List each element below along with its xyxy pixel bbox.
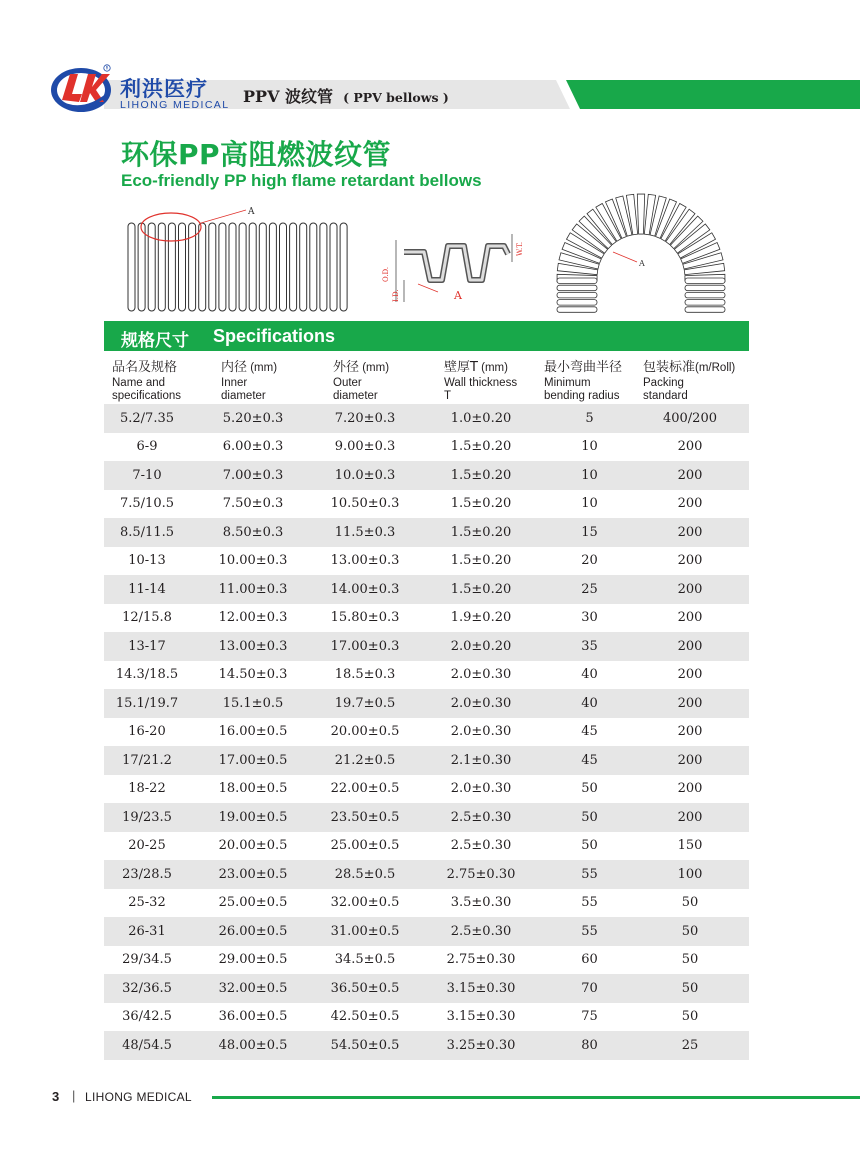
cell-bending-radius: 40: [581, 667, 598, 683]
specifications-banner: [104, 321, 749, 351]
cell-wall-thickness: 2.5±0.30: [450, 809, 512, 825]
cell-wall-thickness: 2.1±0.30: [450, 752, 512, 768]
cell-name: 23/28.5: [122, 866, 172, 882]
cell-name: 15.1/19.7: [115, 695, 179, 711]
footer-brand: LIHONG MEDICAL: [85, 1090, 192, 1104]
bellows-rib: [128, 223, 135, 311]
cell-outer-diameter: 19.7±0.5: [334, 695, 396, 711]
table-row: [104, 832, 749, 861]
cell-wall-thickness: 1.0±0.20: [450, 410, 512, 426]
cell-outer-diameter: 36.50±0.5: [330, 980, 400, 996]
footer-green-line: [212, 1096, 860, 1099]
cell-inner-diameter: 25.00±0.5: [218, 895, 288, 911]
cell-wall-thickness: 2.5±0.30: [450, 923, 512, 939]
cell-packing: 200: [677, 638, 703, 654]
table-row: [104, 547, 749, 576]
bellows-rib: [138, 223, 145, 311]
cell-packing: 200: [677, 667, 703, 683]
cell-bending-radius: 75: [581, 1009, 598, 1025]
cell-outer-diameter: 34.5±0.5: [334, 952, 396, 968]
cell-outer-diameter: 22.00±0.5: [330, 781, 400, 797]
cell-bending-radius: 50: [581, 809, 598, 825]
bent-bellows-leg-rib: [557, 285, 597, 291]
cell-bending-radius: 60: [581, 952, 598, 968]
bellows-rib: [219, 223, 226, 311]
cell-outer-diameter: 13.00±0.3: [330, 553, 400, 569]
cell-wall-thickness: 1.9±0.20: [450, 610, 512, 626]
page-number: 3: [52, 1089, 60, 1104]
cell-packing: 50: [681, 980, 699, 996]
bent-bellows-figure: [553, 186, 729, 316]
cell-wall-thickness: 2.5±0.30: [450, 838, 512, 854]
cell-outer-diameter: 31.00±0.5: [330, 923, 400, 939]
col-en: Minimum bending radius: [544, 377, 620, 402]
cell-packing: 50: [681, 1009, 699, 1025]
cell-wall-thickness: 3.15±0.30: [446, 1009, 516, 1025]
cell-packing: 200: [677, 695, 703, 711]
cell-inner-diameter: 48.00±0.5: [218, 1037, 288, 1053]
bellows-rib: [310, 223, 317, 311]
cell-packing: 200: [677, 752, 703, 768]
spec-heading-en: Specifications: [213, 326, 336, 346]
cell-bending-radius: 10: [581, 467, 598, 483]
cross-section-figure: [382, 222, 532, 304]
bellows-rib: [320, 223, 327, 311]
cell-outer-diameter: 9.00±0.3: [334, 439, 396, 455]
table-row: [104, 775, 749, 804]
cell-name: 20-25: [128, 838, 166, 854]
cell-wall-thickness: 1.5±0.20: [450, 439, 512, 455]
bellows-rib: [280, 223, 287, 311]
bent-bellows-leg-rib: [685, 307, 725, 313]
product-title-en: Eco-friendly PP high flame retardant bellows: [121, 171, 482, 190]
bellows-rib: [269, 223, 276, 311]
bent-bellows-leg-rib: [685, 285, 725, 291]
cell-packing: 25: [681, 1037, 699, 1053]
col-en: Name and specifications: [112, 377, 182, 402]
table-row: [104, 803, 749, 832]
cell-outer-diameter: 10.50±0.3: [330, 496, 400, 512]
cell-outer-diameter: 23.50±0.5: [330, 809, 400, 825]
cell-packing: 200: [677, 809, 703, 825]
cell-inner-diameter: 36.00±0.5: [218, 1009, 288, 1025]
col-en: Outer diameter: [333, 377, 378, 402]
cell-packing: 200: [677, 553, 703, 569]
specifications-table: [104, 404, 749, 1060]
bent-bellows-leg-rib: [685, 292, 725, 298]
label-id: I.D.: [392, 289, 400, 302]
header-green-band: [566, 80, 860, 109]
cell-name: 19/23.5: [122, 809, 172, 825]
table-row: [104, 974, 749, 1003]
cell-bending-radius: 70: [581, 980, 598, 996]
cell-name: 29/34.5: [122, 952, 172, 968]
spec-heading-cn: 规格尺寸: [121, 331, 189, 351]
header-title: [243, 84, 449, 107]
cell-wall-thickness: 1.5±0.20: [450, 553, 512, 569]
bent-bellows-leg-rib: [557, 307, 597, 313]
cell-packing: 50: [681, 952, 699, 968]
cell-outer-diameter: 11.5±0.3: [334, 524, 396, 540]
cell-wall-thickness: 2.0±0.30: [450, 781, 512, 797]
cell-name: 6-9: [136, 439, 158, 455]
table-row: [104, 632, 749, 661]
column-header-inner-diameter: [221, 356, 341, 402]
svg-text:R: R: [105, 65, 109, 71]
column-header-packing: [643, 356, 755, 402]
label-a-bent: A: [639, 259, 645, 268]
cell-outer-diameter: 25.00±0.5: [330, 838, 400, 854]
straight-bellows-figure: [126, 205, 356, 317]
cell-packing: 50: [681, 923, 699, 939]
cell-packing: 200: [677, 781, 703, 797]
table-row: [104, 746, 749, 775]
cell-packing: 200: [677, 496, 703, 512]
col-en: Wall thickness T: [444, 377, 518, 402]
cell-bending-radius: 55: [581, 923, 598, 939]
label-a: A: [248, 207, 255, 217]
cell-name: 8.5/11.5: [120, 524, 174, 540]
cell-packing: 100: [677, 866, 703, 882]
cell-outer-diameter: 42.50±0.5: [330, 1009, 400, 1025]
cell-inner-diameter: 13.00±0.3: [218, 638, 288, 654]
cell-outer-diameter: 28.5±0.5: [334, 866, 396, 882]
cell-name: 36/42.5: [122, 1009, 172, 1025]
cell-name: 32/36.5: [122, 980, 172, 996]
cell-wall-thickness: 3.15±0.30: [446, 980, 516, 996]
cell-name: 7-10: [132, 467, 162, 483]
cell-outer-diameter: 21.2±0.5: [334, 752, 396, 768]
cell-name: 7.5/10.5: [120, 496, 174, 512]
bellows-rib: [168, 223, 175, 311]
cell-bending-radius: 10: [581, 496, 598, 512]
table-row: [104, 946, 749, 975]
bent-bellows-leg-rib: [557, 292, 597, 298]
cell-inner-diameter: 5.20±0.3: [222, 410, 284, 426]
cell-inner-diameter: 7.00±0.3: [222, 467, 284, 483]
col-cn: 最小弯曲半径: [544, 360, 623, 375]
bellows-rib: [179, 223, 186, 311]
brand-name-cn: 利洪医疗: [120, 77, 208, 101]
cell-packing: 150: [677, 838, 703, 854]
brand-name-en: LIHONG MEDICAL: [120, 99, 230, 111]
cell-inner-diameter: 8.50±0.3: [222, 524, 284, 540]
cell-bending-radius: 5: [585, 410, 594, 426]
cell-name: 17/21.2: [122, 752, 172, 768]
cell-inner-diameter: 16.00±0.5: [218, 724, 288, 740]
col-cn: 包装标准: [643, 360, 696, 375]
col-unit: (mm): [477, 362, 508, 374]
bellows-rib: [239, 223, 246, 311]
cell-name: 48/54.5: [122, 1037, 172, 1053]
cell-name: 12/15.8: [122, 610, 172, 626]
column-header-outer-diameter: [333, 356, 453, 402]
cell-wall-thickness: 3.25±0.30: [446, 1037, 516, 1053]
cell-inner-diameter: 12.00±0.3: [218, 610, 288, 626]
lihong-logo-icon: [48, 60, 114, 114]
cell-inner-diameter: 19.00±0.5: [218, 809, 288, 825]
cell-wall-thickness: 3.5±0.30: [450, 895, 512, 911]
cell-inner-diameter: 10.00±0.3: [218, 553, 288, 569]
bellows-rib: [209, 223, 216, 311]
cell-packing: 400/200: [662, 410, 717, 426]
cell-bending-radius: 40: [581, 695, 598, 711]
table-row: [104, 1031, 749, 1060]
cell-outer-diameter: 15.80±0.3: [330, 610, 400, 626]
cell-bending-radius: 30: [581, 610, 598, 626]
bellows-rib: [290, 223, 297, 311]
cell-wall-thickness: 2.0±0.30: [450, 695, 512, 711]
cell-outer-diameter: 18.5±0.3: [334, 667, 396, 683]
table-row: [104, 490, 749, 519]
cell-name: 13-17: [128, 638, 166, 654]
table-row: [104, 575, 749, 604]
cell-name: 26-31: [128, 923, 166, 939]
label-od: O.D.: [382, 266, 390, 282]
cell-bending-radius: 50: [581, 781, 598, 797]
table-row: [104, 917, 749, 946]
cell-inner-diameter: 6.00±0.3: [222, 439, 284, 455]
cell-bending-radius: 45: [581, 724, 598, 740]
bellows-rib: [259, 223, 266, 311]
cell-bending-radius: 25: [581, 581, 598, 597]
label-wt: W.T.: [516, 241, 524, 256]
col-unit: (m/Roll): [695, 362, 736, 374]
bent-bellows-rib: [637, 194, 644, 234]
table-row: [104, 718, 749, 747]
cell-bending-radius: 10: [581, 439, 598, 455]
cell-inner-diameter: 18.00±0.5: [218, 781, 288, 797]
bellows-rib: [249, 223, 256, 311]
cell-wall-thickness: 1.5±0.20: [450, 496, 512, 512]
bent-bellows-leg-rib: [557, 300, 597, 306]
cell-name: 11-14: [128, 581, 166, 597]
cell-bending-radius: 15: [581, 524, 598, 540]
cell-inner-diameter: 29.00±0.5: [218, 952, 288, 968]
table-row: [104, 404, 749, 433]
cell-inner-diameter: 7.50±0.3: [222, 496, 284, 512]
cell-wall-thickness: 2.75±0.30: [446, 866, 516, 882]
cell-packing: 200: [677, 581, 703, 597]
cell-inner-diameter: 23.00±0.5: [218, 866, 288, 882]
table-row: [104, 604, 749, 633]
bellows-rib: [158, 223, 165, 311]
bent-bellows-leg-rib: [685, 278, 725, 284]
cell-bending-radius: 80: [581, 1037, 598, 1053]
cell-inner-diameter: 32.00±0.5: [218, 980, 288, 996]
bellows-rib: [340, 223, 347, 311]
cell-wall-thickness: 1.5±0.20: [450, 524, 512, 540]
cell-name: 14.3/18.5: [115, 667, 179, 683]
col-cn: 内径: [221, 360, 248, 375]
cell-outer-diameter: 17.00±0.3: [330, 638, 400, 654]
bellows-rib: [229, 223, 236, 311]
cell-name: 10-13: [128, 553, 166, 569]
col-en: Inner diameter: [221, 377, 266, 402]
cell-inner-diameter: 11.00±0.3: [218, 581, 288, 597]
table-row: [104, 461, 749, 490]
table-row: [104, 433, 749, 462]
cell-packing: 200: [677, 439, 703, 455]
cell-outer-diameter: 7.20±0.3: [334, 410, 396, 426]
col-cn: 品名及规格: [112, 360, 178, 375]
cell-name: 25-32: [128, 895, 166, 911]
bellows-rib: [300, 223, 307, 311]
cell-outer-diameter: 32.00±0.5: [330, 895, 400, 911]
col-unit: (mm): [247, 362, 278, 374]
cell-bending-radius: 55: [581, 866, 598, 882]
cell-packing: 200: [677, 610, 703, 626]
table-row: [104, 889, 749, 918]
cell-wall-thickness: 2.0±0.30: [450, 667, 512, 683]
footer-separator: |: [72, 1088, 76, 1103]
cell-inner-diameter: 26.00±0.5: [218, 923, 288, 939]
cell-packing: 200: [677, 724, 703, 740]
bent-bellows-leg-rib: [685, 300, 725, 306]
cell-wall-thickness: 1.5±0.20: [450, 467, 512, 483]
bellows-rib: [199, 223, 206, 311]
cell-wall-thickness: 1.5±0.20: [450, 581, 512, 597]
cell-bending-radius: 20: [581, 553, 598, 569]
cell-wall-thickness: 2.75±0.30: [446, 952, 516, 968]
cell-packing: 200: [677, 467, 703, 483]
cell-inner-diameter: 14.50±0.3: [218, 667, 288, 683]
bent-bellows-leg-rib: [557, 278, 597, 284]
cell-outer-diameter: 20.00±0.5: [330, 724, 400, 740]
bellows-rib: [330, 223, 337, 311]
table-row: [104, 518, 749, 547]
cell-inner-diameter: 15.1±0.5: [222, 695, 284, 711]
cell-wall-thickness: 2.0±0.20: [450, 638, 512, 654]
col-en: Packing standard: [643, 377, 688, 402]
cell-name: 18-22: [128, 781, 166, 797]
cell-name: 16-20: [128, 724, 166, 740]
col-unit: (mm): [359, 362, 390, 374]
header-title-sub: ( PPV bellows ): [343, 90, 449, 105]
cell-bending-radius: 35: [581, 638, 598, 654]
col-cn: 壁厚T: [444, 360, 478, 375]
cell-packing: 50: [681, 895, 699, 911]
cell-bending-radius: 55: [581, 895, 598, 911]
cell-outer-diameter: 14.00±0.3: [330, 581, 400, 597]
column-header-name: [112, 356, 232, 402]
cell-packing: 200: [677, 524, 703, 540]
cell-inner-diameter: 20.00±0.5: [218, 838, 288, 854]
cell-bending-radius: 50: [581, 838, 598, 854]
cell-name: 5.2/7.35: [120, 410, 174, 426]
table-row: [104, 661, 749, 690]
cell-wall-thickness: 2.0±0.30: [450, 724, 512, 740]
cell-bending-radius: 45: [581, 752, 598, 768]
table-row: [104, 1003, 749, 1032]
col-cn: 外径: [333, 360, 360, 375]
product-title-cn: 环保PP高阻燃波纹管: [121, 138, 392, 171]
cell-outer-diameter: 10.0±0.3: [334, 467, 396, 483]
table-row: [104, 689, 749, 718]
cell-inner-diameter: 17.00±0.5: [218, 752, 288, 768]
label-a-section: A: [454, 289, 462, 302]
table-row: [104, 860, 749, 889]
header-title-main: PPV 波纹管: [243, 87, 334, 106]
cell-outer-diameter: 54.50±0.5: [330, 1037, 400, 1053]
